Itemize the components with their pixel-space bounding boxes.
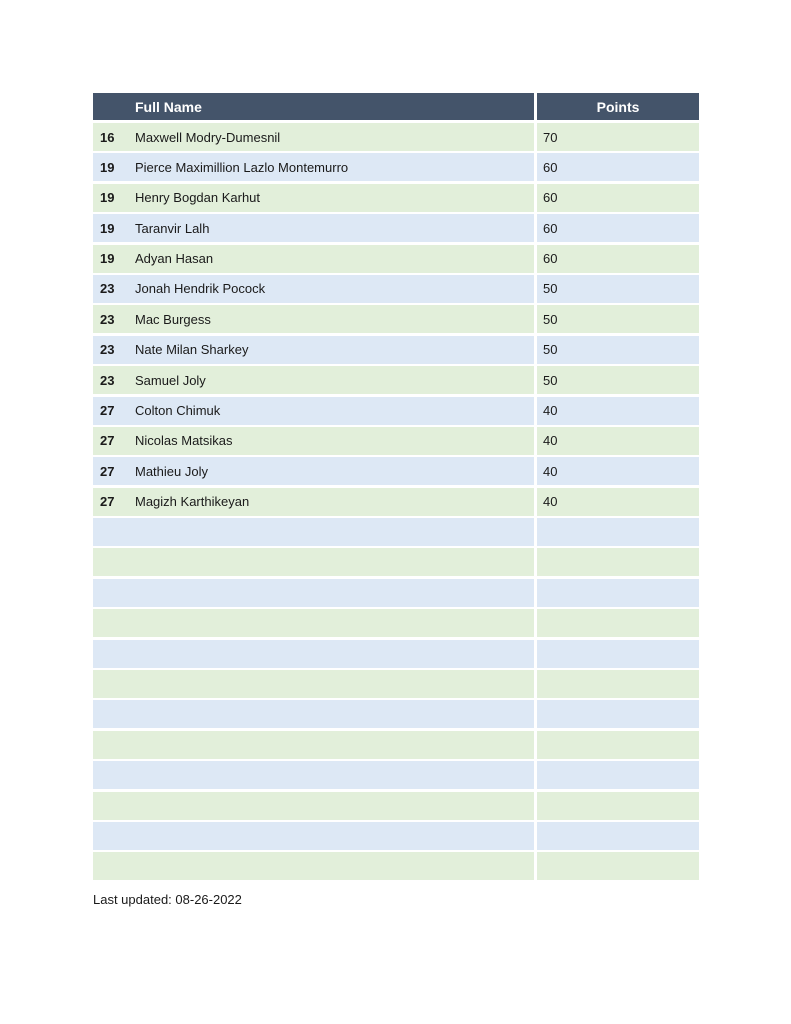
full-name-value: Nate Milan Sharkey — [135, 342, 249, 358]
name-cell — [93, 609, 534, 637]
points-cell — [537, 700, 699, 728]
rank-value: 16 — [100, 129, 115, 145]
name-cell — [93, 548, 534, 576]
full-name-value: Nicolas Matsikas — [135, 433, 233, 449]
table-row — [93, 518, 699, 546]
name-cell — [93, 184, 534, 212]
header-full-name: Full Name — [135, 98, 202, 115]
name-cell — [93, 852, 534, 880]
rank-value: 23 — [100, 311, 115, 327]
points-cell — [537, 852, 699, 880]
table-row — [93, 792, 699, 820]
name-cell — [93, 700, 534, 728]
name-cell — [93, 579, 534, 607]
full-name-value: Colton Chimuk — [135, 403, 221, 419]
full-name-value: Henry Bogdan Karhut — [135, 190, 261, 206]
points-cell — [537, 245, 699, 273]
table-row — [93, 245, 699, 273]
table-row — [93, 822, 699, 850]
full-name-value: Samuel Joly — [135, 372, 206, 388]
table-row — [93, 153, 699, 181]
table-row — [93, 305, 699, 333]
name-cell — [93, 305, 534, 333]
rank-value: 27 — [100, 403, 115, 419]
table-row — [93, 548, 699, 576]
name-cell — [93, 366, 534, 394]
points-cell — [537, 579, 699, 607]
full-name-value: Mac Burgess — [135, 311, 211, 327]
rank-value: 23 — [100, 372, 115, 388]
rank-value: 19 — [100, 251, 115, 267]
points-cell — [537, 275, 699, 303]
table-row — [93, 609, 699, 637]
points-value: 50 — [543, 372, 558, 388]
name-cell — [93, 670, 534, 698]
table-row — [93, 761, 699, 789]
points-cell — [537, 427, 699, 455]
points-cell — [537, 153, 699, 181]
table-row — [93, 427, 699, 455]
points-cell — [537, 640, 699, 668]
full-name-value: Pierce Maximillion Lazlo Montemurro — [135, 159, 349, 175]
name-cell — [93, 761, 534, 789]
name-cell — [93, 336, 534, 364]
name-cell — [93, 123, 534, 151]
rank-value: 19 — [100, 190, 115, 206]
points-cell — [537, 123, 699, 151]
points-cell — [537, 214, 699, 242]
name-cell — [93, 731, 534, 759]
table-row — [93, 852, 699, 880]
points-cell — [537, 336, 699, 364]
table-row — [93, 457, 699, 485]
full-name-value: Adyan Hasan — [135, 251, 214, 267]
rank-value: 19 — [100, 220, 115, 236]
points-cell — [537, 609, 699, 637]
name-cell — [93, 640, 534, 668]
name-cell — [93, 153, 534, 181]
table-header-row — [93, 93, 699, 120]
points-value: 60 — [543, 220, 558, 236]
header-points-cell — [537, 93, 699, 120]
points-value: 60 — [543, 251, 558, 267]
table-body — [93, 123, 699, 880]
table-row — [93, 670, 699, 698]
points-value: 60 — [543, 190, 558, 206]
table-row — [93, 731, 699, 759]
rank-value: 27 — [100, 463, 115, 479]
name-cell — [93, 245, 534, 273]
points-value: 40 — [543, 433, 558, 449]
points-value: 40 — [543, 494, 558, 510]
rank-value: 27 — [100, 433, 115, 449]
full-name-value: Magizh Karthikeyan — [135, 494, 250, 510]
points-cell — [537, 548, 699, 576]
name-cell — [93, 457, 534, 485]
table-row — [93, 488, 699, 516]
table-row — [93, 640, 699, 668]
name-cell — [93, 488, 534, 516]
full-name-value: Mathieu Joly — [135, 463, 208, 479]
header-points: Points — [596, 98, 640, 115]
rank-value: 19 — [100, 159, 115, 175]
last-updated-text: Last updated: 08-26-2022 — [93, 892, 242, 907]
rank-value: 23 — [100, 281, 115, 297]
table-row — [93, 336, 699, 364]
name-cell — [93, 518, 534, 546]
full-name-value: Taranvir Lalh — [135, 220, 210, 236]
points-cell — [537, 488, 699, 516]
name-cell — [93, 397, 534, 425]
table-row — [93, 214, 699, 242]
points-cell — [537, 731, 699, 759]
table-row — [93, 700, 699, 728]
name-cell — [93, 792, 534, 820]
points-value: 70 — [543, 129, 558, 145]
points-cell — [537, 184, 699, 212]
rank-value: 23 — [100, 342, 115, 358]
points-cell — [537, 305, 699, 333]
points-value: 50 — [543, 342, 558, 358]
table-row — [93, 366, 699, 394]
points-cell — [537, 792, 699, 820]
header-name-cell — [93, 93, 534, 120]
points-cell — [537, 366, 699, 394]
full-name-value: Jonah Hendrik Pocock — [135, 281, 266, 297]
name-cell — [93, 822, 534, 850]
points-cell — [537, 397, 699, 425]
table-row — [93, 184, 699, 212]
points-value: 60 — [543, 159, 558, 175]
table-row — [93, 579, 699, 607]
full-name-value: Maxwell Modry-Dumesnil — [135, 129, 281, 145]
table-row — [93, 275, 699, 303]
name-cell — [93, 214, 534, 242]
points-value: 40 — [543, 463, 558, 479]
rank-value: 27 — [100, 494, 115, 510]
standings-table — [93, 93, 699, 883]
points-cell — [537, 761, 699, 789]
name-cell — [93, 427, 534, 455]
points-value: 50 — [543, 311, 558, 327]
points-value: 50 — [543, 281, 558, 297]
name-cell — [93, 275, 534, 303]
table-row — [93, 397, 699, 425]
points-cell — [537, 822, 699, 850]
points-cell — [537, 457, 699, 485]
table-row — [93, 123, 699, 151]
points-cell — [537, 670, 699, 698]
points-cell — [537, 518, 699, 546]
points-value: 40 — [543, 403, 558, 419]
